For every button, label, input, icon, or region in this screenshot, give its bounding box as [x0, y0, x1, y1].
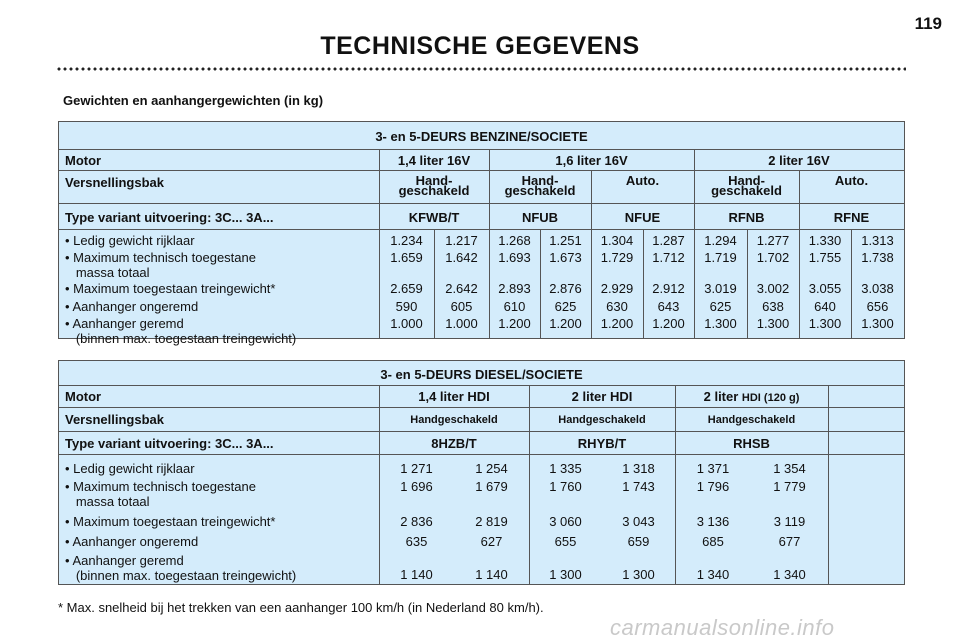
benzine-value-r4-c5: 1.200: [652, 316, 685, 331]
diesel-motor-row: [59, 386, 904, 408]
type-rfne: RFNE: [833, 210, 870, 225]
footnote: * Max. snelheid bij het trekken van een aanhanger 100 km/h (in Nederland 80 km/h).: [58, 600, 544, 615]
benzine-value-r0-c6: 1.294: [704, 233, 737, 248]
benzine-type-row: [59, 204, 904, 230]
page-title: TECHNISCHE GEGEVENS: [320, 32, 640, 60]
diesel-value-r0-c2: 1 335: [549, 461, 582, 476]
diesel-value-r3-c1: 627: [480, 534, 503, 549]
benzine-value-r1-c2: 1.693: [498, 250, 531, 265]
benzine-value-r4-c3: 1.200: [549, 316, 582, 331]
benzine-value-r3-c8: 640: [814, 299, 836, 314]
benzine-value-r2-c8: 3.055: [808, 281, 842, 296]
benzine-column-divider: [489, 150, 490, 339]
benzine-value-r0-c0: 1.234: [390, 233, 423, 248]
benzine-column-divider: [851, 230, 852, 339]
diesel-value-r2-c2: 3 060: [549, 514, 582, 529]
diesel-column-divider: [675, 386, 676, 585]
row-label-ledig: • Ledig gewicht rijklaar: [65, 233, 195, 248]
gearbox-benz-5: Auto.: [834, 173, 869, 188]
benzine-value-r1-c9: 1.738: [861, 250, 894, 265]
row-label-treingewicht: • Maximum toegestaan treingewicht*: [65, 281, 276, 296]
benzine-value-r2-c3: 2.876: [549, 281, 582, 296]
diesel-value-r4-c5: 1 340: [773, 567, 806, 582]
benzine-value-r2-c0: 2.659: [390, 281, 423, 296]
benzine-value-r0-c7: 1.277: [756, 233, 790, 248]
type-kfwb: KFWB/T: [408, 210, 460, 225]
diesel-value-r0-c0: 1 271: [400, 461, 433, 476]
diesel-value-r2-c0: 2 836: [400, 514, 433, 529]
benzine-value-r1-c3: 1.673: [549, 250, 582, 265]
diesel-value-r3-c4: 685: [702, 534, 724, 549]
benzine-column-divider: [434, 230, 435, 339]
motor-1-4-hdi: 1,4 liter HDI: [418, 389, 490, 404]
motor-1-6: 1,6 liter 16V: [555, 153, 628, 168]
gearbox-label: Versnellingsbak: [65, 175, 164, 190]
diesel-body: [59, 455, 904, 586]
benzine-value-r3-c6: 625: [709, 299, 732, 314]
type-label: Type variant uitvoering: 3C... 3A...: [65, 436, 274, 451]
benzine-column-divider: [591, 171, 592, 339]
benzine-value-r4-c0: 1.000: [390, 316, 423, 331]
dotted-divider: [56, 66, 906, 72]
type-nfub: NFUB: [521, 210, 559, 225]
benzine-column-divider: [799, 171, 800, 339]
type-nfue: NFUE: [624, 210, 661, 225]
diesel-value-r2-c5: 3 119: [773, 514, 806, 529]
diesel-value-r4-c0: 1 140: [400, 567, 433, 582]
diesel-value-r3-c5: 677: [778, 534, 801, 549]
motor-1-4: 1,4 liter 16V: [397, 153, 471, 168]
motor-2-0-hdi-120: [675, 389, 828, 404]
gearbox-diesel-1: Handgeschakeld: [410, 414, 498, 426]
diesel-column-divider: [379, 386, 380, 585]
row-label-ongeremd: • Aanhanger ongeremd: [65, 534, 199, 549]
benzine-value-r2-c1: 2.642: [445, 281, 478, 296]
diesel-type-row: [59, 432, 904, 455]
benzine-value-r1-c5: 1.712: [652, 250, 685, 265]
benzine-value-r2-c6: 3.019: [704, 281, 737, 296]
row-label-max-massa: • Maximum technisch toegestane massa totaal: [65, 250, 256, 280]
motor-label: Motor: [65, 153, 102, 168]
benzine-value-r1-c1: 1.642: [445, 250, 478, 265]
section-subtitle: Gewichten en aanhangergewichten (in kg): [63, 93, 324, 108]
diesel-value-r1-c3: 1 743: [622, 479, 655, 494]
gearbox-diesel-2: Handgeschakeld: [558, 414, 646, 426]
motor-label: Motor: [65, 389, 102, 404]
benzine-value-r0-c4: 1.304: [600, 233, 634, 248]
benzine-value-r1-c6: 1.719: [704, 250, 737, 265]
diesel-value-r1-c4: 1 796: [696, 479, 730, 494]
page-number: 119: [914, 14, 942, 33]
gearbox-benz-2: Hand- geschakeld: [504, 173, 576, 198]
benzine-value-r3-c1: 605: [450, 299, 473, 314]
gearbox-label: Versnellingsbak: [65, 412, 164, 427]
benzine-value-r0-c2: 1.268: [498, 233, 531, 248]
benzine-value-r3-c7: 638: [762, 299, 784, 314]
diesel-value-r3-c3: 659: [627, 534, 650, 549]
benzine-column-divider: [540, 230, 541, 339]
gearbox-benz-1: Hand- geschakeld: [398, 173, 470, 198]
benzine-value-r4-c8: 1.300: [808, 316, 842, 331]
benzine-value-r4-c2: 1.200: [498, 316, 531, 331]
benzine-value-r3-c9: 656: [866, 299, 889, 314]
motor-2-0-liter: 2 liter: [703, 389, 739, 404]
diesel-value-r2-c4: 3 136: [696, 514, 730, 529]
diesel-value-r1-c5: 1 779: [773, 479, 806, 494]
row-label-max-massa: • Maximum technisch toegestane massa totaal: [65, 479, 256, 509]
benzine-value-r0-c9: 1.313: [861, 233, 894, 248]
benzine-value-r4-c6: 1.300: [704, 316, 737, 331]
diesel-value-r0-c5: 1 354: [773, 461, 806, 476]
diesel-gearbox-row: [59, 408, 904, 432]
benzine-value-r0-c1: 1.217: [445, 233, 478, 248]
benzine-column-divider: [694, 150, 695, 339]
gearbox-diesel-3: Handgeschakeld: [707, 414, 796, 426]
diesel-value-r2-c3: 3 043: [622, 514, 655, 529]
benzine-value-r3-c2: 610: [503, 299, 526, 314]
benzine-value-r3-c3: 625: [554, 299, 577, 314]
diesel-column-divider: [529, 386, 530, 585]
row-label-geremd: • Aanhanger geremd (binnen max. toegestaan treingewicht): [65, 553, 297, 583]
row-label-geremd: • Aanhanger geremd (binnen max. toegestaan treingewicht): [65, 316, 297, 346]
motor-2-0-hdi: 2 liter HDI: [571, 389, 633, 404]
benzine-value-r3-c5: 643: [657, 299, 680, 314]
benzine-caption-row: [59, 122, 904, 150]
benzine-caption: 3- en 5-DEURS BENZINE/SOCIETE: [375, 129, 588, 144]
benzine-column-divider: [379, 150, 380, 339]
diesel-value-r0-c4: 1 371: [696, 461, 730, 476]
diesel-table: [58, 360, 905, 585]
diesel-value-r0-c1: 1 254: [475, 461, 508, 476]
row-label-ledig: • Ledig gewicht rijklaar: [65, 461, 195, 476]
diesel-value-r1-c2: 1 760: [549, 479, 582, 494]
benzine-value-r3-c4: 630: [606, 299, 628, 314]
diesel-value-r1-c1: 1 679: [475, 479, 508, 494]
gearbox-benz-4: Hand- geschakeld: [711, 173, 782, 198]
benzine-value-r4-c1: 1.000: [445, 316, 478, 331]
motor-hdi-120g: HDI (120 g): [741, 392, 800, 404]
benzine-value-r2-c9: 3.038: [861, 281, 894, 296]
benzine-value-r2-c2: 2.893: [498, 281, 531, 296]
diesel-value-r3-c2: 655: [554, 534, 577, 549]
type-8hzb: 8HZB/T: [431, 436, 477, 451]
diesel-value-r3-c0: 635: [405, 534, 428, 549]
benzine-value-r1-c0: 1.659: [390, 250, 423, 265]
benzine-column-divider: [747, 230, 748, 339]
row-label-treingewicht: • Maximum toegestaan treingewicht*: [65, 514, 276, 529]
benzine-value-r1-c4: 1.729: [600, 250, 634, 265]
type-rhsb: RHSB: [733, 436, 770, 451]
benzine-value-r2-c4: 2.929: [600, 281, 634, 296]
benzine-value-r4-c7: 1.300: [756, 316, 790, 331]
diesel-value-r0-c3: 1 318: [622, 461, 655, 476]
diesel-value-r4-c4: 1 340: [696, 567, 730, 582]
benzine-value-r1-c8: 1.755: [808, 250, 842, 265]
row-label-ongeremd: • Aanhanger ongeremd: [65, 299, 199, 314]
diesel-value-r4-c3: 1 300: [622, 567, 655, 582]
gearbox-benz-3: Auto.: [625, 173, 660, 188]
benzine-column-divider: [643, 230, 644, 339]
benzine-value-r0-c8: 1.330: [808, 233, 842, 248]
benzine-body: [59, 230, 904, 346]
benzine-value-r4-c4: 1.200: [600, 316, 634, 331]
diesel-column-divider: [828, 386, 829, 585]
benzine-value-r0-c3: 1.251: [549, 233, 582, 248]
benzine-value-r0-c5: 1.287: [652, 233, 685, 248]
diesel-value-r4-c2: 1 300: [549, 567, 582, 582]
diesel-caption-row: [59, 361, 904, 386]
benzine-table: [58, 121, 905, 346]
type-rfnb: RFNB: [728, 210, 765, 225]
watermark: carmanualsonline.info: [610, 615, 835, 640]
type-label: Type variant uitvoering: 3C... 3A...: [65, 210, 274, 225]
benzine-value-r2-c7: 3.002: [756, 281, 790, 296]
benzine-value-r4-c9: 1.300: [861, 316, 894, 331]
benzine-value-r2-c5: 2.912: [652, 281, 685, 296]
benzine-motor-row: [59, 150, 904, 171]
benzine-value-r3-c0: 590: [395, 299, 418, 314]
diesel-value-r2-c1: 2 819: [475, 514, 508, 529]
type-rhyb: RHYB/T: [577, 436, 627, 451]
benzine-value-r1-c7: 1.702: [756, 250, 790, 265]
diesel-value-r1-c0: 1 696: [400, 479, 433, 494]
motor-2-0: 2 liter 16V: [768, 153, 830, 168]
diesel-value-r4-c1: 1 140: [475, 567, 508, 582]
benzine-gearbox-row: [59, 171, 904, 204]
diesel-caption: 3- en 5-DEURS DIESEL/SOCIETE: [380, 367, 583, 382]
